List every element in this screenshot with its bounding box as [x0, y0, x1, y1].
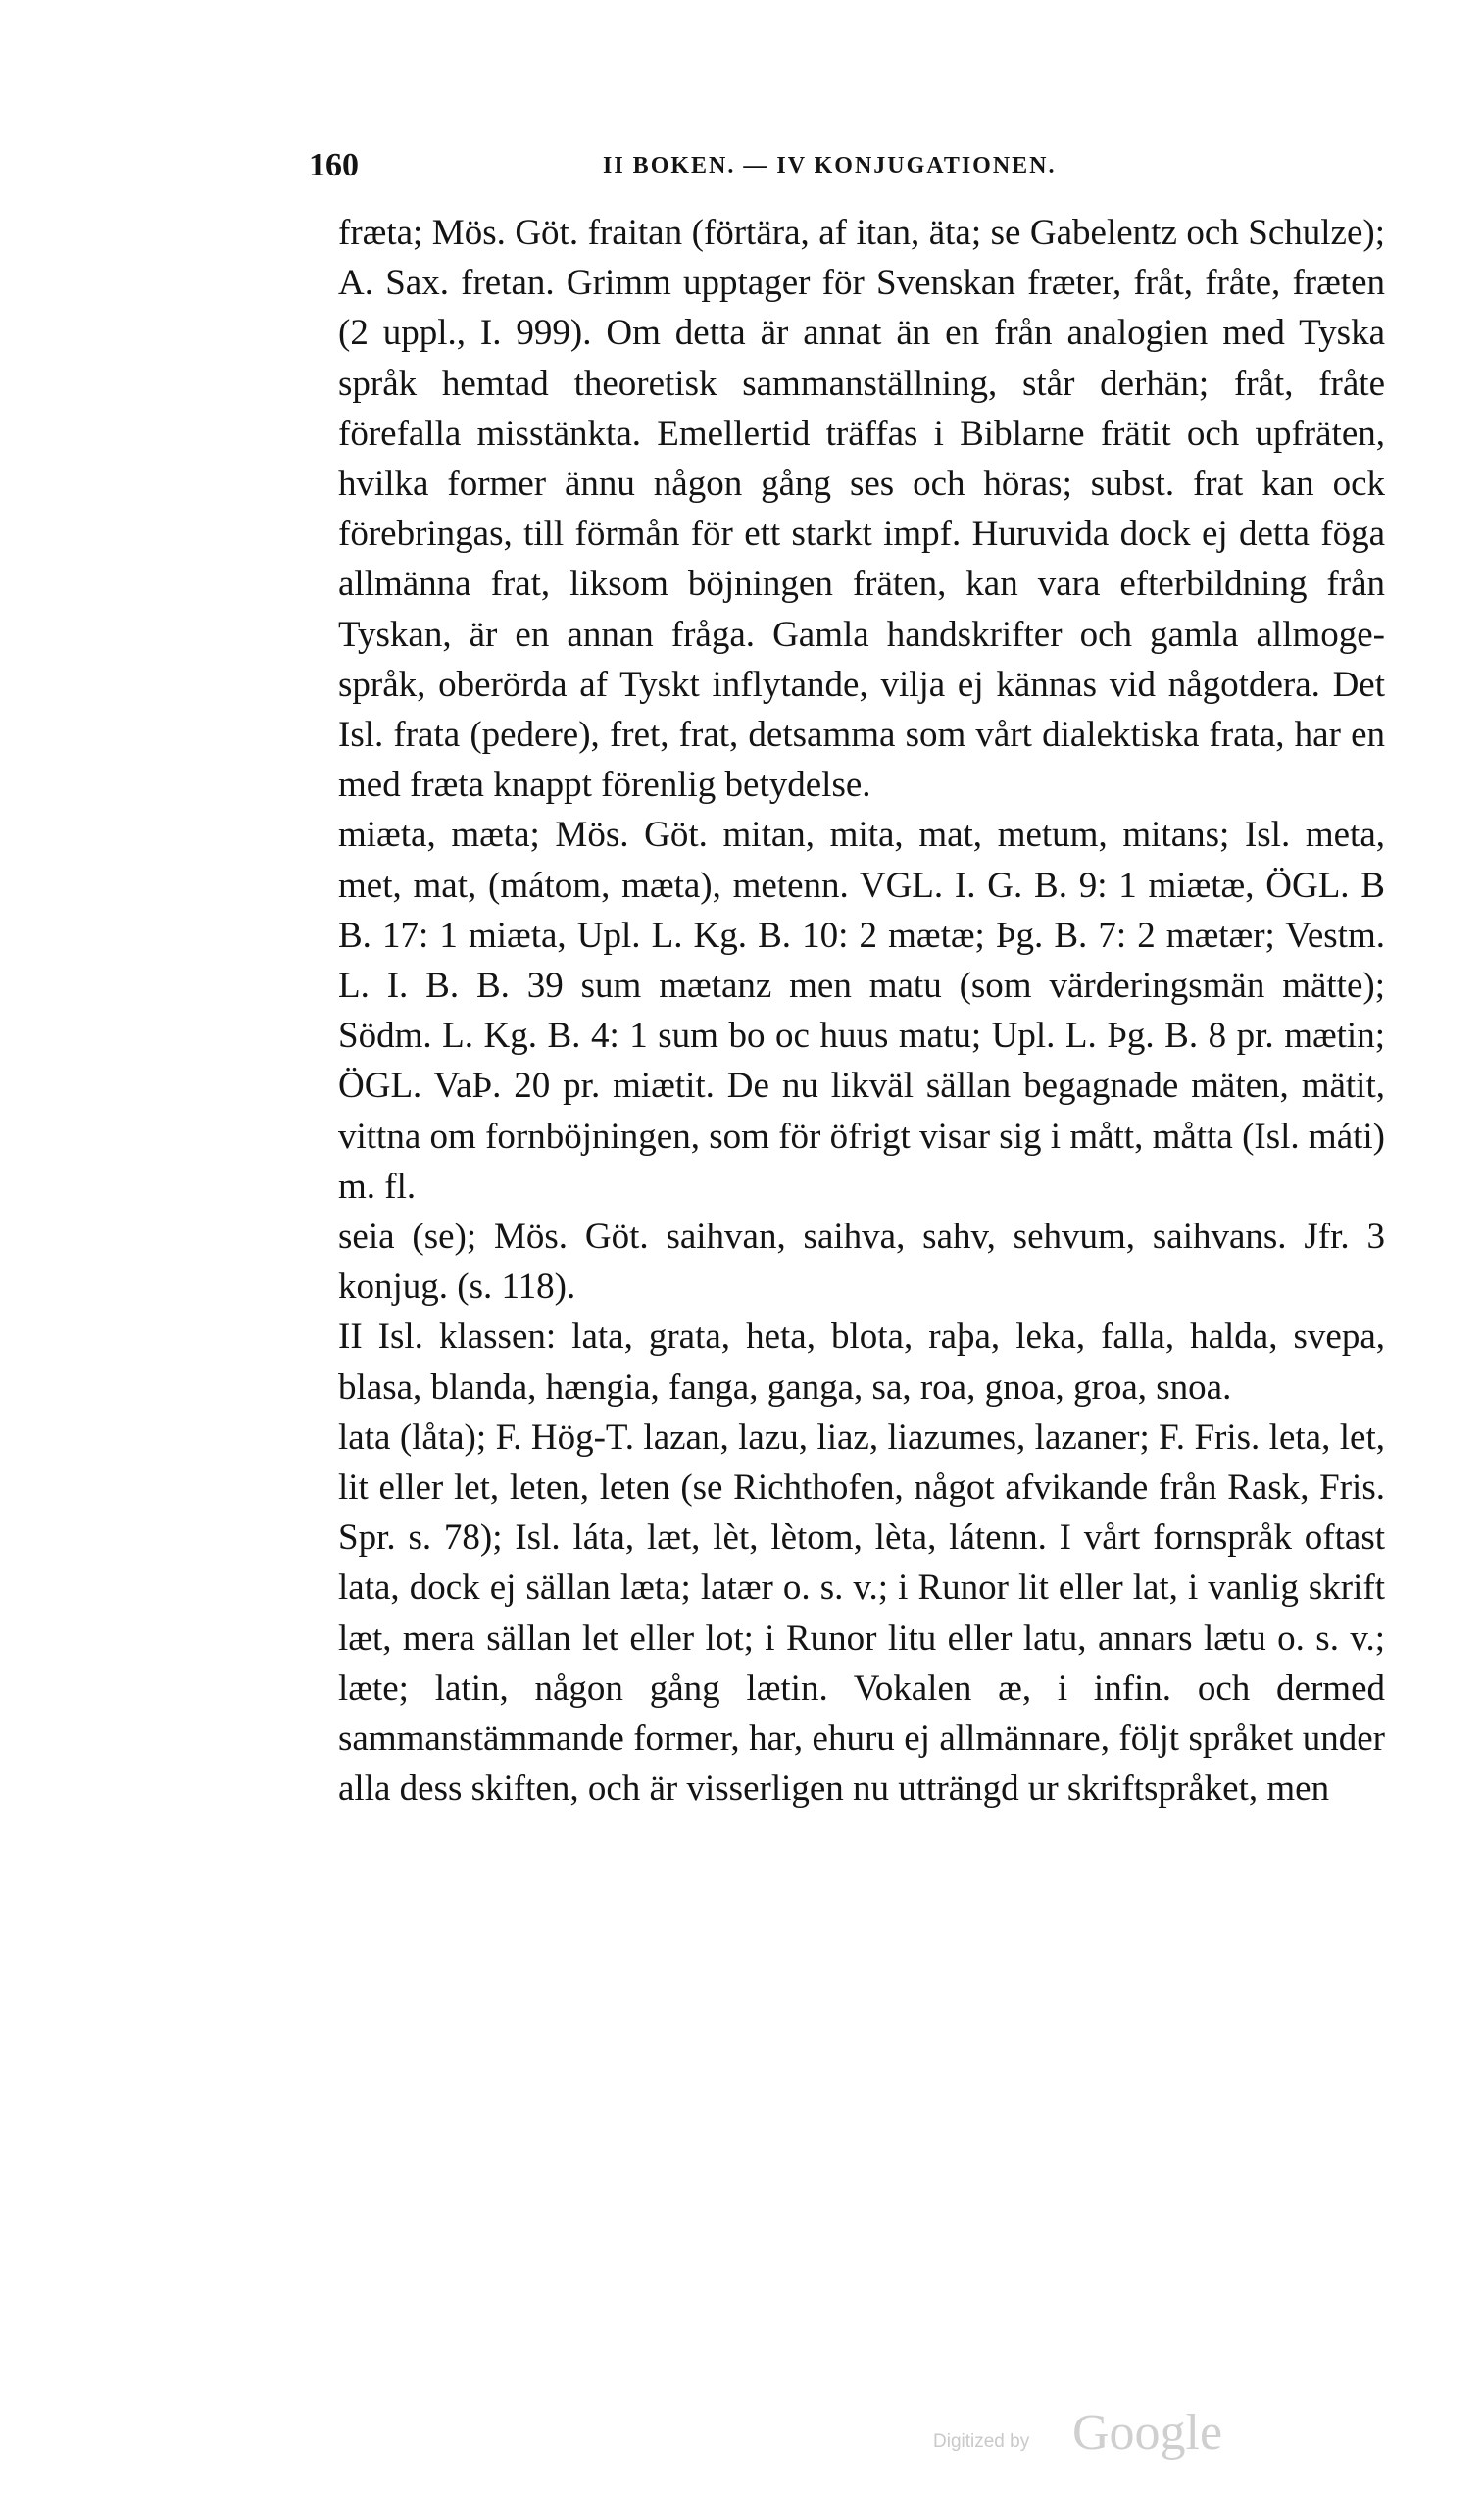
page-number: 160 — [309, 147, 359, 183]
google-watermark — [933, 2404, 1257, 2463]
entry-lata: lata (låta); F. Hög-T. lazan, lazu, liaz, liazumes, lazaner; F. Fris. leta, let, lit eller let, leten, leten (se Richthofen, något afvikande från Rask, Fris. Spr. s. 78); Isl. láta, læt, lèt, lètom, lèta, látenn. I vårt fornspråk oftast lata, dock ej sällan læta; latær o. s. v.; i Runor lit eller lat, i vanlig skrift læt, mera sällan let eller lot; i Runor litu eller latu, annars lætu o. s. v.; læte; latin, någon gång lætin. Vokalen æ, i infin. och dermed sammanstämmande former, har, ehuru ej allmännare, följt språket under alla dess skiften, och är visserligen nu utträngd ur skriftspråket, men — [338, 1417, 1385, 1810]
page-header — [309, 147, 1309, 196]
watermark-digitized-by: Digitized by — [933, 2431, 1030, 2452]
body-text — [338, 208, 1385, 1815]
running-head: II BOKEN. — IV KONJUGATIONEN. — [603, 153, 1057, 178]
entry-class-ii: II Isl. klassen: lata, grata, heta, blota, raþa, leka, falla, halda, svepa, blasa, blanda, hængia, fanga, ganga, sa, roa, gnoa, groa, snoa. — [338, 1317, 1385, 1408]
entry-fraeta: fræta; Mös. Göt. fraitan (förtära, af itan, äta; se Gabelentz och Schulze); A. Sax. fretan. Grimm upptager för Svenskan fræter, fråt, fråte, fræten (2 uppl., I. 999). Om detta är annat än en från analogien med Tyska språk hemtad theoretisk sammanställning, står derhän; fråt, fråte förefalla misstänkta. Emellertid träffas i Biblarne frätit och upfräten, hvilka former ännu någon gång ses och höras; subst. frat kan ock förebringas, till förmån för ett starkt impf. Huruvida dock ej detta föga allmänna frat, liksom böjningen fräten, kan vara efterbildning från Tyskan, är en annan fråga. Gamla handskrifter och gamla allmoge-språk, oberörda af Tyskt inflytande, vilja ej kännas vid någotdera. Det Isl. frata (pedere), fret, frat, detsamma som vårt dialektiska frata, har en med fræta knappt förenlig betydelse. — [338, 213, 1385, 806]
watermark-google: Google — [1072, 2405, 1223, 2461]
entry-miaeta: miæta, mæta; Mös. Göt. mitan, mita, mat, metum, mitans; Isl. meta, met, mat, (mátom, mæta), metenn. VGL. I. G. B. 9: 1 miætæ, ÖGL. B B. 17: 1 miæta, Upl. L. Kg. B. 10: 2 mætæ; Þg. B. 7: 2 mætær; Vestm. L. I. B. B. 39 sum mætanz men matu (som värderingsmän mätte); Södm. L. Kg. B. 4: 1 sum bo oc huus matu; Upl. L. Þg. B. 8 pr. mætin; ÖGL. VaÞ. 20 pr. miætit. De nu likväl sällan begagnade mäten, mätit, vittna om fornböjningen, som för öfrigt visar sig i mått, måtta (Isl. máti) m. fl. — [338, 815, 1385, 1207]
entry-seia: seia (se); Mös. Göt. saihvan, saihva, sahv, sehvum, saihvans. Jfr. 3 konjug. (s. 118). — [338, 1217, 1385, 1308]
